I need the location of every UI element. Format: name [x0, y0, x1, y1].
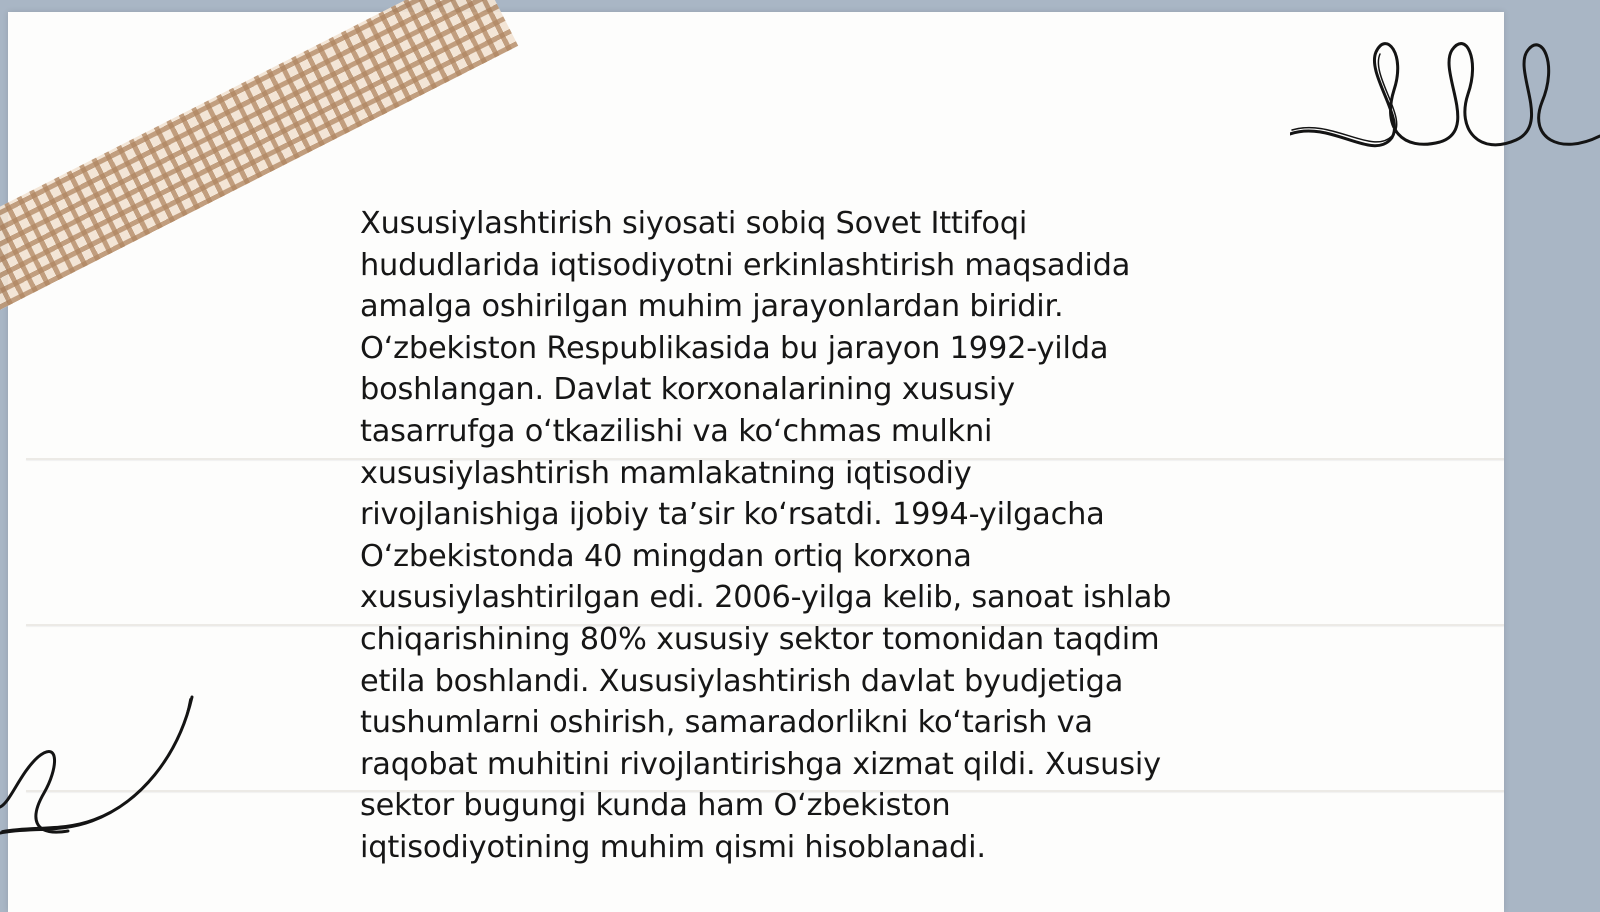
- scribble-loops-icon: [1290, 30, 1600, 170]
- scribble-curl-icon: [0, 695, 200, 845]
- main-paragraph: Xususiylashtirish siyosati sobiq Sovet Ittifoqi hududlarida iqtisodiyotni erkinlashtirish maqsadida amalga oshirilgan muhim jarayonlardan biridir. O‘zbekiston Respublikasida bu jarayon 1992-yilda boshlangan. Davlat korxonalarining xususiy tasarrufga o‘tkazilishi va ko‘chmas mulkni xususiylashtirish mamlakatning iqtisodiy rivojlanishiga ijobiy ta’sir ko‘rsatdi. 1994-yilgacha O‘zbekistonda 40 mingdan ortiq korxona xususiylashtirilgan edi. 2006-yilga kelib, sanoat ishlab chiqarishining 80% xususiy sektor tomonidan taqdim etila boshlandi. Xususiylashtirish davlat byudjetiga tushumlarni oshirish, samaradorlikni ko‘tarish va raqobat muhitini rivojlantirishga xizmat qildi. Xususiy sektor bugungi kunda ham O‘zbekiston iqtisodiyotining muhim qismi hisoblanadi.: [360, 206, 1172, 865]
